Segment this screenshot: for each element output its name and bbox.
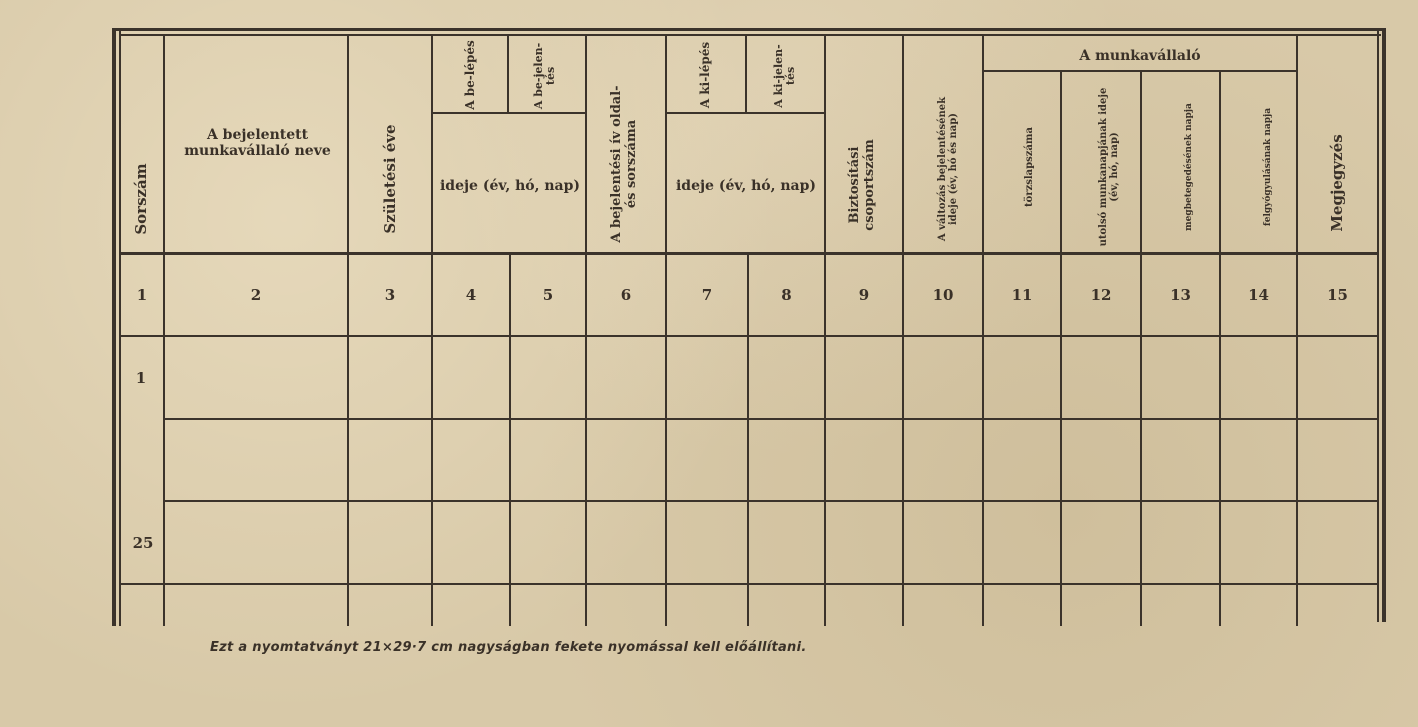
frame-top-inner: [119, 34, 1381, 36]
col-line-split: [745, 36, 747, 112]
column-number: 8: [781, 286, 792, 305]
col11-header: törzslapszáma: [1024, 127, 1036, 207]
col9-header: Biztosítási csoportszám: [847, 139, 877, 231]
col3-header: Születési éve: [380, 124, 399, 234]
col78-time-header: ideje (év, hó, nap): [675, 177, 817, 194]
col4-header: A be-lépés: [463, 40, 478, 110]
footer-note: Ezt a nyomtatványt 21×29·7 cm nagyságban fekete nyomással kell előállítani.: [210, 640, 807, 655]
col-line: [347, 36, 349, 626]
frame-left-inner: [119, 28, 121, 626]
column-number: 2: [250, 286, 262, 305]
col-line: [902, 36, 904, 626]
row-rule: [121, 335, 1379, 337]
column-number: 5: [542, 286, 554, 305]
frame-top-outer: [112, 28, 1386, 31]
row-rule: [121, 583, 1379, 585]
column-number: 15: [1327, 286, 1348, 305]
col-line-split: [509, 255, 511, 626]
col7-header: A ki-lépés: [698, 41, 713, 109]
col-line-split: [747, 255, 749, 626]
col-line-split: [507, 36, 509, 112]
col1-header: Sorszám: [131, 163, 150, 235]
row-number-first: 1: [135, 369, 147, 388]
col-line: [1219, 72, 1221, 626]
col12-header: utolsó munkanapjának ideje (év, hó, nap): [1097, 87, 1120, 247]
col-line: [431, 36, 433, 626]
col-line: [163, 36, 165, 626]
column-number: 13: [1170, 286, 1191, 305]
column-number: 4: [465, 286, 477, 305]
col13-header: megbetegedésének napja: [1183, 103, 1194, 231]
frame-left-outer: [112, 28, 116, 626]
column-number: 9: [858, 286, 870, 305]
column-number: 1: [136, 286, 148, 305]
row-rule: [163, 500, 1379, 502]
column-number: 12: [1090, 286, 1112, 305]
row-number-last: 25: [132, 534, 154, 553]
col45-time-header: ideje (év, hó, nap): [439, 177, 581, 194]
col2-header: A bejelentett munkavállaló neve: [184, 126, 331, 159]
column-number: 7: [701, 286, 713, 305]
group-header: A munkavállaló: [1079, 47, 1201, 64]
frame-right-outer: [1382, 28, 1386, 622]
col14-header: felgyógyulásának napja: [1262, 107, 1273, 227]
col10-header: A változás bejelentésének ideje (év, hó és nap): [936, 96, 959, 242]
col-line: [665, 36, 667, 626]
frame-right-inner: [1377, 28, 1379, 622]
col-line: [1060, 72, 1062, 626]
col8-header: A ki-jelen-tés: [771, 44, 797, 108]
column-number: 11: [1011, 286, 1033, 305]
row-rule: [163, 418, 1379, 420]
column-number: 3: [384, 286, 396, 305]
col-line: [982, 36, 984, 626]
column-number: 14: [1248, 286, 1269, 305]
column-number: 10: [932, 286, 954, 305]
col6-header: A bejelentési ív oldal- és sorszáma: [609, 85, 639, 243]
col15-header: Megjegyzés: [1327, 134, 1346, 232]
col5-header: A be-jelen-tés: [531, 42, 557, 110]
column-number: 6: [620, 286, 632, 305]
col-line: [585, 36, 587, 626]
header-bottom-rule: [121, 252, 1379, 255]
col-line: [824, 36, 826, 626]
col-line: [1296, 36, 1298, 626]
